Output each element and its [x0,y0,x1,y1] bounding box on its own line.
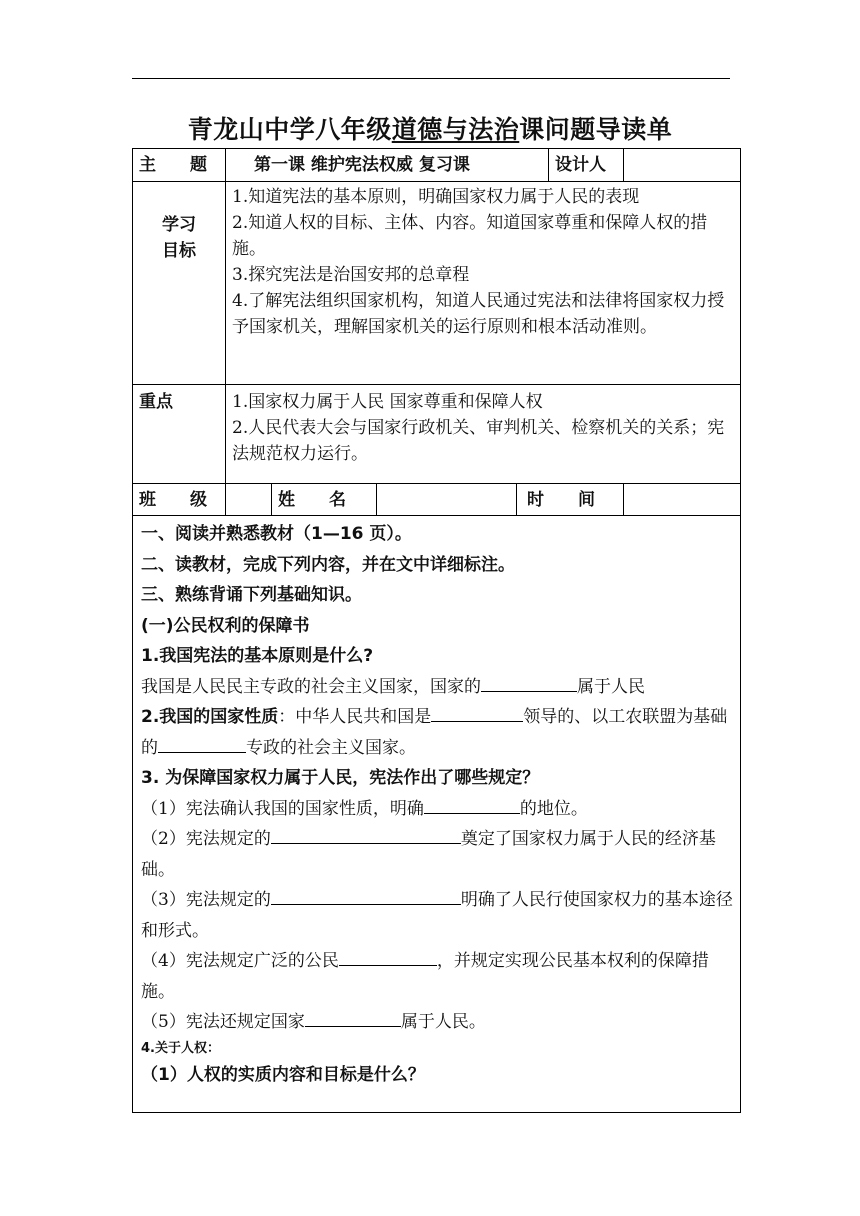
step-1: 一、阅读并熟悉教材（1—16 页）。 [141,524,412,544]
question-2 [141,702,734,763]
goal-item-4: 4.了解宪法组织国家机构，知道人民通过宪法和法律将国家权力授予国家机关，理解国家机关的运行原则和根本活动准则。 [232,291,725,337]
answer-3-5 [141,1007,734,1038]
question-2-text-mid: 领导的、以工农联盟为基础的 [141,707,728,758]
blank-3-3[interactable] [271,886,461,905]
answer-3-2-text-pre: （2）宪法规定的 [141,829,271,849]
answer-1-text-post: 属于人民 [577,676,645,697]
class-field[interactable] [226,484,272,516]
topic-value: 第一课 维护宪法权威 复习课 [226,149,549,182]
keypoint-item-2: 2.人民代表大会与国家行政机关、审判机关、检察机关的关系；宪法规范权力运行。 [232,418,725,464]
question-2-text-pre: ：中华人民共和国是 [278,707,432,727]
step-3: 三、熟练背诵下列基础知识。 [141,585,362,605]
answer-1-text-pre: 我国是人民民主专政的社会主义国家，国家的 [141,676,481,697]
class-label: 班 级 [133,484,226,516]
goals-label-line2: 目标 [162,241,196,261]
time-field[interactable] [624,484,741,516]
blank-3-4[interactable] [339,947,437,966]
time-label: 时 间 [517,484,624,516]
answer-3-5-text-pre: （5）宪法还规定国家 [141,1012,305,1032]
header-rule [132,78,730,79]
keypoints-row [133,385,741,484]
keypoints-content [226,385,741,484]
answer-3-1 [141,794,734,825]
info-row [133,484,741,516]
answer-3-2-text-post: 奠定了国家权力属于人民的经济基础。 [141,829,716,880]
title-part-doc: 课问题导读单 [519,115,673,144]
blank-leader[interactable] [431,703,523,722]
question-2-text-post: 专政的社会主义国家。 [246,737,416,758]
question-2-label: 2.我国的国家性质 [141,707,279,727]
title-part-subject: 道德与法治 [391,115,520,144]
answer-3-4-text-pre: （4）宪法规定广泛的公民 [141,951,339,971]
blank-3-5[interactable] [305,1008,401,1027]
blank-dictatorship[interactable] [158,734,246,753]
question-4-1: （1）人权的实质内容和目标是什么？ [141,1064,425,1085]
content-cell [133,516,741,1113]
answer-3-4 [141,946,734,1007]
blank-power[interactable] [481,673,577,692]
topic-row [133,149,741,182]
answer-3-3 [141,885,734,946]
blank-3-1[interactable] [424,795,520,814]
blank-3-2[interactable] [271,825,461,844]
answer-3-3-text-pre: （3）宪法规定的 [141,890,271,910]
content-row [133,516,741,1113]
answer-3-1-text-pre: （1）宪法确认我国的国家性质，明确 [141,798,424,819]
goals-label [133,182,226,385]
page-title [0,110,860,146]
answer-3-5-text-post: 属于人民。 [400,1012,486,1032]
goals-row [133,182,741,385]
guide-table [132,148,741,1113]
keypoint-item-1: 1.国家权力属于人民 国家尊重和保障人权 [232,392,543,412]
goal-item-2: 2.知道人权的目标、主体、内容。知道国家尊重和保障人权的措施。 [232,213,708,259]
topic-label: 主 题 [133,149,226,182]
answer-3-1-text-post: 的地位。 [519,798,588,819]
question-1: 1.我国宪法的基本原则是什么? [141,646,374,666]
goal-item-3: 3.探究宪法是治国安邦的总章程 [232,265,470,285]
answer-3-3-text-post: 明确了人民行使国家权力的基本途径和形式。 [141,890,733,941]
goals-content [226,182,741,385]
keypoints-label: 重点 [133,385,226,484]
answer-1 [141,672,734,703]
name-field[interactable] [377,484,517,516]
name-label: 姓 名 [272,484,377,516]
question-3: 3. 为保障国家权力属于人民，宪法作出了哪些规定？ [141,768,540,788]
designer-label: 设计人 [549,149,624,182]
answer-3-4-text-post: ，并规定实现公民基本权利的保障措施。 [141,951,709,1002]
goals-label-line1: 学习 [162,215,196,235]
answer-3-2 [141,824,734,885]
step-2: 二、读教材，完成下列内容，并在文中详细标注。 [141,554,515,575]
section-heading: (一)公民权利的保障书 [141,615,310,636]
designer-value[interactable] [624,149,741,182]
title-part-school: 青龙山中学八年级 [187,115,392,144]
goal-item-1: 1.知道宪法的基本原则，明确国家权力属于人民的表现 [232,187,640,207]
question-4: 4.关于人权： [141,1040,220,1056]
